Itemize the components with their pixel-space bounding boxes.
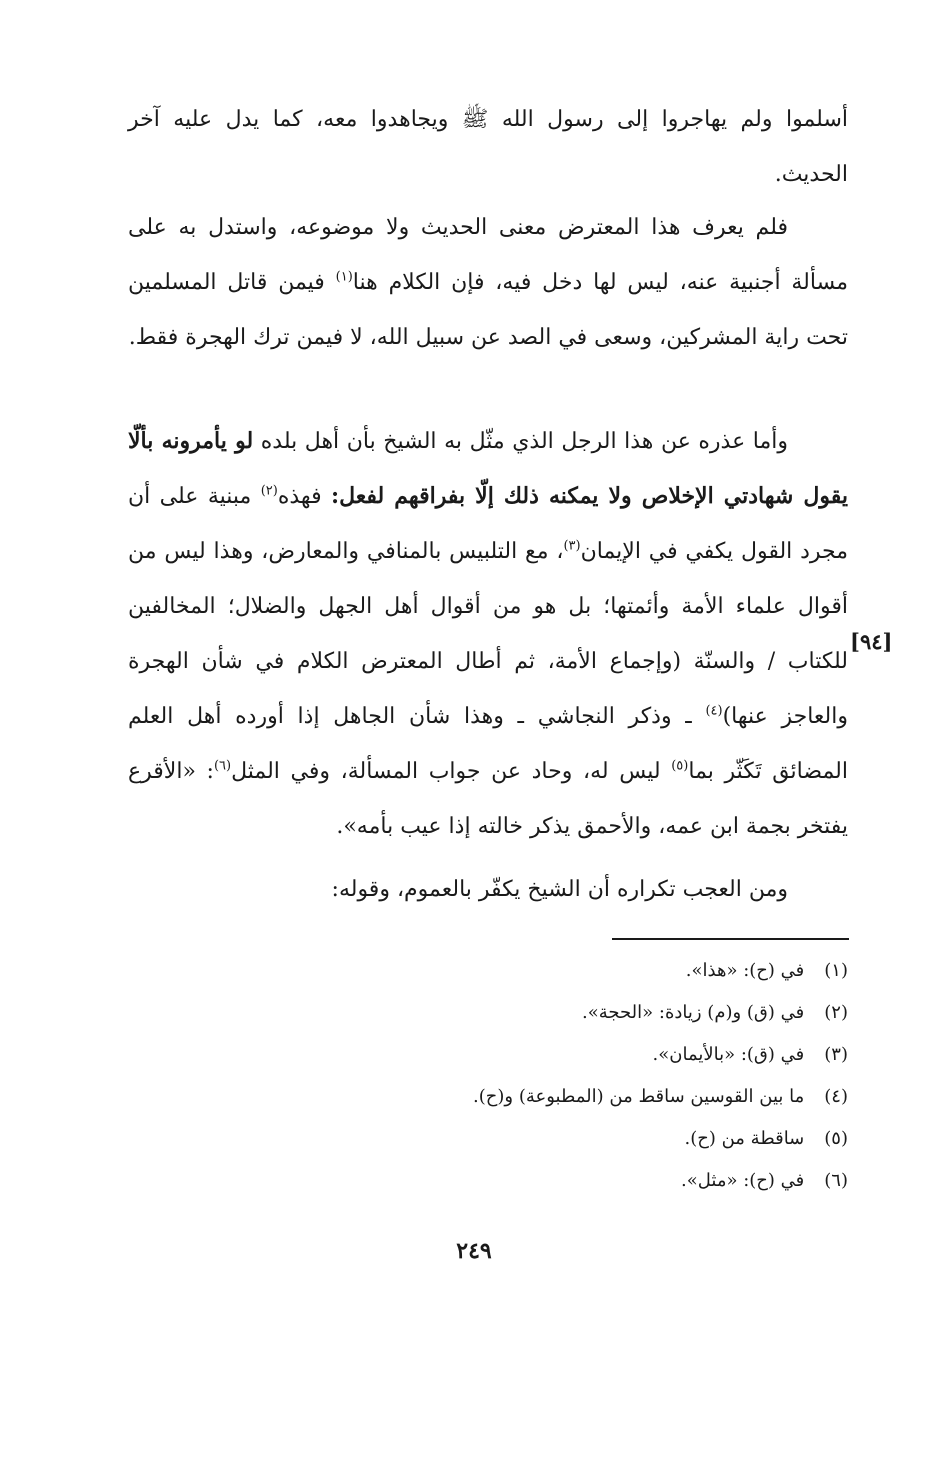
paragraph-3-text-c: مبنية على أن مجرد القول يكفي في الإيمان <box>128 484 849 564</box>
paragraph-3-text-b: فهذه <box>277 484 331 509</box>
footnote-item <box>300 950 848 992</box>
paragraph-3-text-f: ليس له، وحاد عن جواب المسألة، وفي المثل <box>231 759 672 784</box>
footnote-item <box>300 1076 848 1118</box>
footnote-ref-5: (٥) <box>671 758 689 774</box>
footnote-number: (٣) <box>824 1044 848 1065</box>
paragraph-2-text-b: فيمن قاتل المسلمين تحت راية المشركين، وسعى في الصد عن سبيل الله، لا فيمن ترك الهجرة فقط. <box>128 270 848 350</box>
paragraph-4-text: ومن العجب تكراره أن الشيخ يكفّر بالعموم، وقوله: <box>331 877 788 902</box>
paragraph-3-bold-quote: لو يأمرونه بألّا يقول شهادتي الإخلاص ولا يمكنه ذلك إلّا بفراقهم لفعل: <box>128 428 848 509</box>
paragraph-1 <box>128 92 848 202</box>
paragraph-3-text-e: ـ وذكر النجاشي ـ وهذا شأن الجاهل إذا أورده أهل العلم المضائق تَكَثّر بما <box>128 704 848 784</box>
footnote-ref-3: (٣) <box>563 538 581 554</box>
footnote-separator <box>612 938 849 940</box>
footnote-number: (١) <box>824 960 848 981</box>
footnote-text: في (ق): «بالأيمان». <box>652 1044 805 1065</box>
footnote-item <box>300 1160 848 1202</box>
page-number: ٢٤٩ <box>456 1238 492 1264</box>
footnote-item <box>300 992 848 1034</box>
footnote-number: (٢) <box>824 1002 848 1023</box>
footnote-ref-1: (١) <box>335 269 353 285</box>
paragraph-1-text: أسلموا ولم يهاجروا إلى رسول الله ﷺ ويجاهدوا معه، كما يدل عليه آخر الحديث. <box>128 107 848 187</box>
footnote-ref-2: (٢) <box>260 483 278 499</box>
footnote-number: (٦) <box>824 1170 848 1191</box>
paragraph-3-text-g: : «الأقرع يفتخر بجمة ابن عمه، والأحمق يذكر خالته إذا عيب بأمه». <box>128 759 848 839</box>
footnote-text: ساقطة من (ح). <box>684 1128 805 1149</box>
footnote-number: (٥) <box>824 1128 848 1149</box>
footnote-ref-6: (٦) <box>213 758 232 774</box>
paragraph-3 <box>128 414 848 854</box>
paragraph-2-text-a: فلم يعرف هذا المعترض معنى الحديث ولا موضوعه، واستدل به على مسألة أجنبية عنه، ليس لها دخل فيه، فإن الكلام هنا <box>128 215 848 295</box>
footnote-item <box>300 1118 848 1160</box>
manuscript-page-marker: [٩٤] <box>850 629 893 654</box>
paragraph-3-text-a: وأما عذره عن هذا الرجل الذي مثّل به الشيخ بأن أهل بلده <box>253 429 788 454</box>
paragraph-2 <box>128 200 848 365</box>
footnote-ref-4: (٤) <box>705 703 723 719</box>
footnote-text: في (ح): «مثل». <box>681 1170 805 1191</box>
paragraph-3-text-d: ، مع التلبيس بالمنافي والمعارض، وهذا ليس من أقوال علماء الأمة وأئمتها؛ بل هو من أقوال أهل الجهل والضلال؛ المخالفين للكتاب / والسنّة (وإجماع الأمة، ثم أطال المعترض الكلام في شأن الهجرة والعاجز عنها) <box>128 539 848 729</box>
footnotes <box>300 950 848 1202</box>
footnote-item <box>300 1034 848 1076</box>
footnote-number: (٤) <box>824 1086 848 1107</box>
footnote-text: في (ق) و(م) زيادة: «الحجة». <box>582 1002 805 1023</box>
paragraph-4 <box>128 862 848 917</box>
footnote-text: ما بين القوسين ساقط من (المطبوعة) و(ح). <box>473 1086 805 1107</box>
footnote-text: في (ح): «هذا». <box>685 960 805 981</box>
